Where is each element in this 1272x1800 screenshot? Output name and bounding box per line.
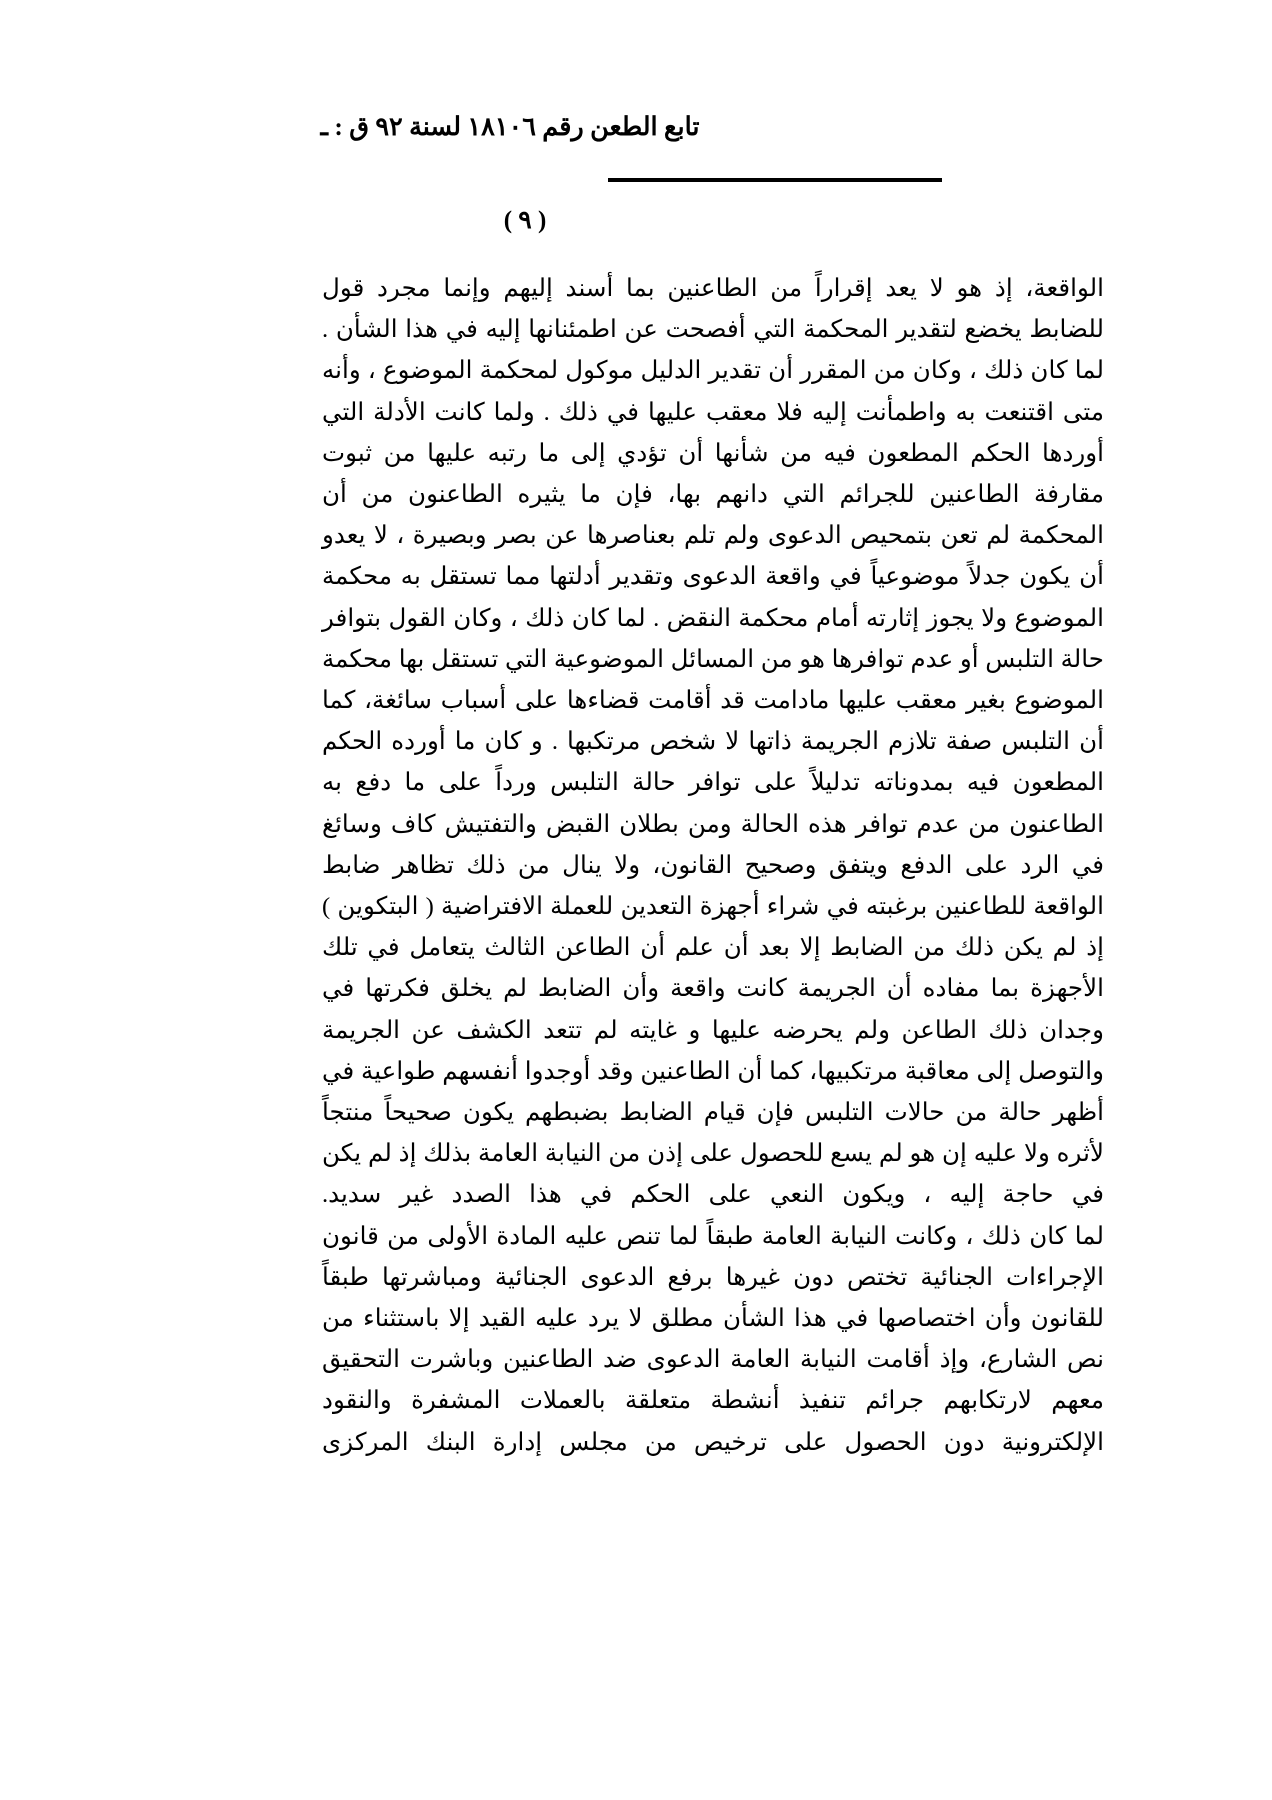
document-body — [322, 268, 1104, 1463]
page-number: ( ٩ ) — [503, 207, 547, 234]
body-paragraph: الواقعة، إذ هو لا يعد إقراراً من الطاعنين بما أسند إليهم وإنما مجرد قول للضابط يخضع لتقدير المحكمة التي أفصحت عن اطمئنانها إليه في هذا الشأن . لما كان ذلك ، وكان من المقرر أن تقدير الدليل موكول لمحكمة الموضوع ، وأنه متى اقتنعت به واطمأنت إليه فلا معقب عليها في ذلك . ولما كانت الأدلة التي أوردها الحكم المطعون فيه من شأنها أن تؤدي إلى ما رتبه عليها من ثبوت مقارفة الطاعنين للجرائم التي دانهم بها، فإن ما يثيره الطاعنون من أن المحكمة لم تعن بتمحيص الدعوى ولم تلم بعناصرها عن بصر وبصيرة ، لا يعدو أن يكون جدلاً موضوعياً في واقعة الدعوى وتقدير أدلتها مما تستقل به محكمة الموضوع ولا يجوز إثارته أمام محكمة النقض . لما كان ذلك ، وكان القول بتوافر حالة التلبس أو عدم توافرها هو من المسائل الموضوعية التي تستقل بها محكمة الموضوع بغير معقب عليها مادامت قد أقامت قضاءها على أسباب سائغة، كما أن التلبس صفة تلازم الجريمة ذاتها لا شخص مرتكبها . و كان ما أورده الحكم المطعون فيه بمدوناته تدليلاً على توافر حالة التلبس ورداً على ما دفع به الطاعنون من عدم توافر هذه الحالة ومن بطلان القبض والتفتيش كاف وسائغ في الرد على الدفع ويتفق وصحيح القانون، ولا ينال من ذلك تظاهر ضابط الواقعة للطاعنين برغبته في شراء أجهزة التعدين للعملة الافتراضية ( البتكوين ) إذ لم يكن ذلك من الضابط إلا بعد أن علم أن الطاعن الثالث يتعامل في تلك الأجهزة بما مفاده أن الجريمة كانت واقعة وأن الضابط لم يخلق فكرتها في وجدان ذلك الطاعن ولم يحرضه عليها و غايته لم تتعد الكشف عن الجريمة والتوصل إلى معاقبة مرتكبيها، كما أن الطاعنين وقد أوجدوا أنفسهم طواعية في أظهر حالة من حالات التلبس فإن قيام الضابط بضبطهم يكون صحيحاً منتجاً لأثره ولا عليه إن هو لم يسع للحصول على إذن من النيابة العامة بذلك إذ لم يكن في حاجة إليه ، ويكون النعي على الحكم في هذا الصدد غير سديد. — [322, 275, 1104, 1209]
header-divider-rule — [608, 178, 942, 182]
appeal-reference-header: تابع الطعن رقم ١٨١٠٦ لسنة ٩٢ ق : ـ — [320, 112, 700, 141]
body-paragraph: لما كان ذلك ، وكانت النيابة العامة طبقاً لما تنص عليه المادة الأولى من قانون الإجراءات الجنائية تختص دون غيرها برفع الدعوى الجنائية ومباشرتها طبقاً للقانون وأن اختصاصها في هذا الشأن مطلق لا يرد عليه القيد إلا باستثناء من نص الشارع، وإذ أقامت النيابة العامة الدعوى ضد الطاعنين وباشرت التحقيق معهم لارتكابهم جرائم تنفيذ أنشطة متعلقة بالعملات المشفرة والنقود الإلكترونية دون الحصول على ترخيص من مجلس إدارة البنك المركزى — [322, 1222, 1104, 1456]
document-header — [0, 112, 1272, 142]
